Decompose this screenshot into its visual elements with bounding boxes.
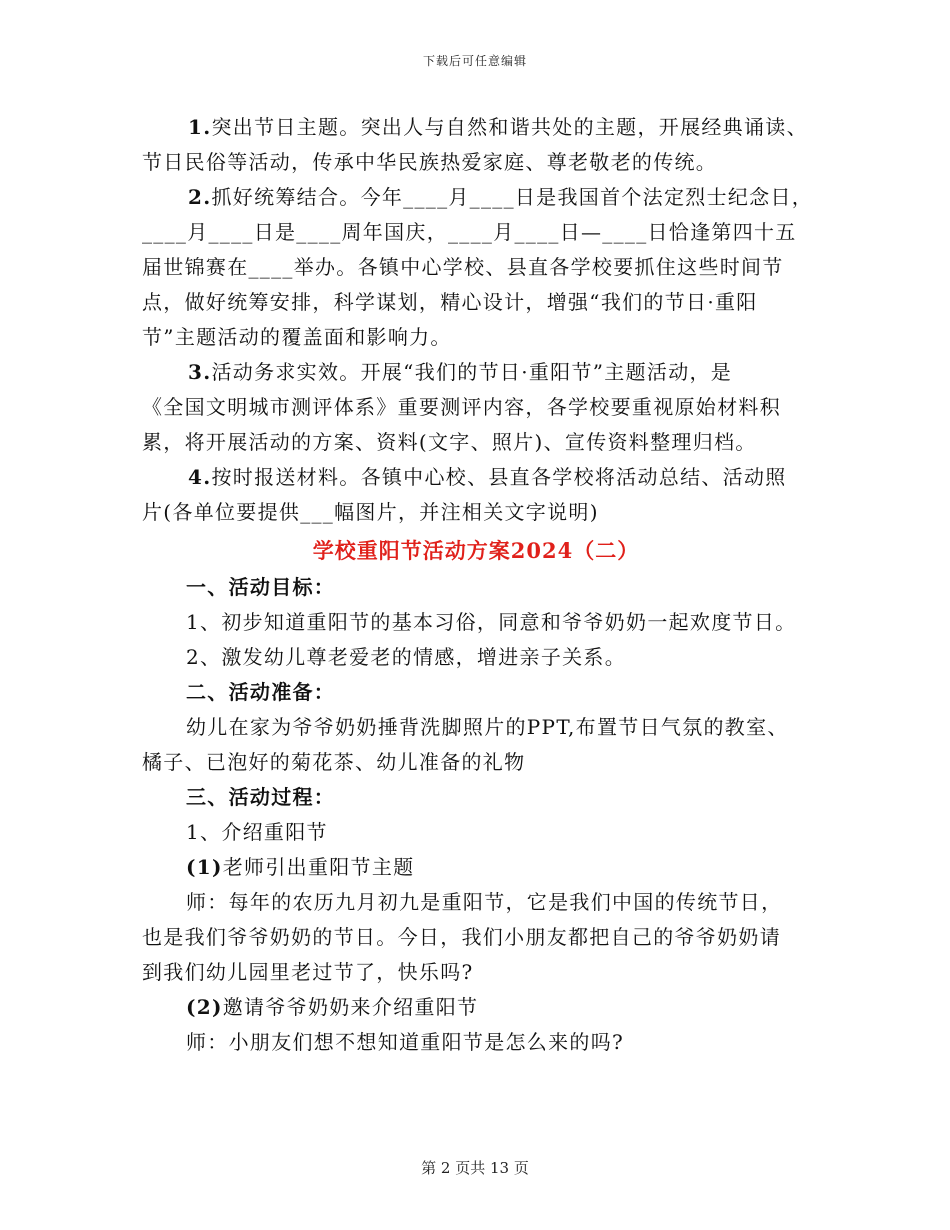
paragraph-2-line-3: 届世锦赛在____举办。各镇中心学校、县直各学校要抓住这些时间节 [142,255,784,279]
substep-text: 老师引出重阳节主题 [222,855,415,879]
paragraph-text: 活动务求实效。开展“我们的节日·重阳节”主题活动，是 [211,360,733,384]
substep-text: 邀请爷爷奶奶来介绍重阳节 [222,995,479,1019]
process-step-1: 1、介绍重阳节 [186,820,328,844]
paragraph-3-line-2: 《全国文明城市测评体系》重要测评内容，各学校要重视原始材料积 [142,395,781,419]
section-title: 学校重阳节活动方案2024（二） [312,538,640,563]
paragraph-4-line-2: 片(各单位要提供___幅图片，并注相关文字说明) [142,500,599,524]
item-number: 1. [188,115,212,139]
page-header: 下载后可任意编辑 [422,54,527,68]
page-footer: 第 2 页共 13 页 [421,1159,529,1177]
goal-item-2: 2、激发幼儿尊老爱老的情感，增进亲子关系。 [186,645,627,669]
teacher-line-4: 师：小朋友们想不想知道重阳节是怎么来的吗? [186,1030,625,1054]
teacher-line-1: 师：每年的农历九月初九是重阳节，它是我们中国的传统节日， [186,890,783,914]
item-number: 3. [188,360,212,384]
substep-1 [142,850,810,885]
prep-heading: 二、活动准备： [186,680,336,704]
substep-number: (1) [186,855,223,879]
substep-number: (2) [186,995,223,1019]
paragraph-2-line-2: ____月____日是____周年国庆，____月____日—____日恰逢第四十五 [142,220,797,244]
goal-item-1: 1、初步知道重阳节的基本习俗，同意和爷爷奶奶一起欢度节日。 [186,610,797,634]
paragraph-4-line-1 [142,460,810,495]
paragraph-text: 突出节日主题。突出人与自然和谐共处的主题，开展经典诵读、 [211,115,808,139]
goal-heading: 一、活动目标： [186,575,336,599]
item-number: 4. [188,465,212,489]
document-body [142,110,814,1060]
paragraph-text: 按时报送材料。各镇中心校、县直各学校将活动总结、活动照 [211,465,787,489]
paragraph-1-line-1 [142,110,810,145]
paragraph-2-line-1 [142,180,814,215]
teacher-line-3: 到我们幼儿园里老过节了，快乐吗? [142,960,474,984]
paragraph-2-line-4: 点，做好统筹安排，科学谋划，精心设计，增强“我们的节日·重阳 [142,290,758,314]
paragraph-2-line-5: 节”主题活动的覆盖面和影响力。 [142,325,452,349]
paragraph-3-line-3: 累，将开展活动的方案、资料(文字、照片)、宣传资料整理归档。 [142,430,757,454]
paragraph-1-line-2: 节日民俗等活动，传承中华民族热爱家庭、尊老敬老的传统。 [142,150,718,174]
paragraph-3-line-1 [142,355,810,390]
paragraph-text: 抓好统筹结合。今年____月____日是我国首个法定烈士纪念日， [211,185,814,209]
item-number: 2. [188,185,212,209]
substep-2 [142,990,810,1025]
teacher-line-2: 也是我们爷爷奶奶的节日。今日，我们小朋友都把自己的爷爷奶奶请 [142,925,781,949]
prep-line-2: 橘子、已泡好的菊花茶、幼儿准备的礼物 [142,750,526,774]
process-heading: 三、活动过程： [186,785,336,809]
prep-line-1: 幼儿在家为爷爷奶奶捶背洗脚照片的PPT,布置节日气氛的教室、 [186,715,789,739]
